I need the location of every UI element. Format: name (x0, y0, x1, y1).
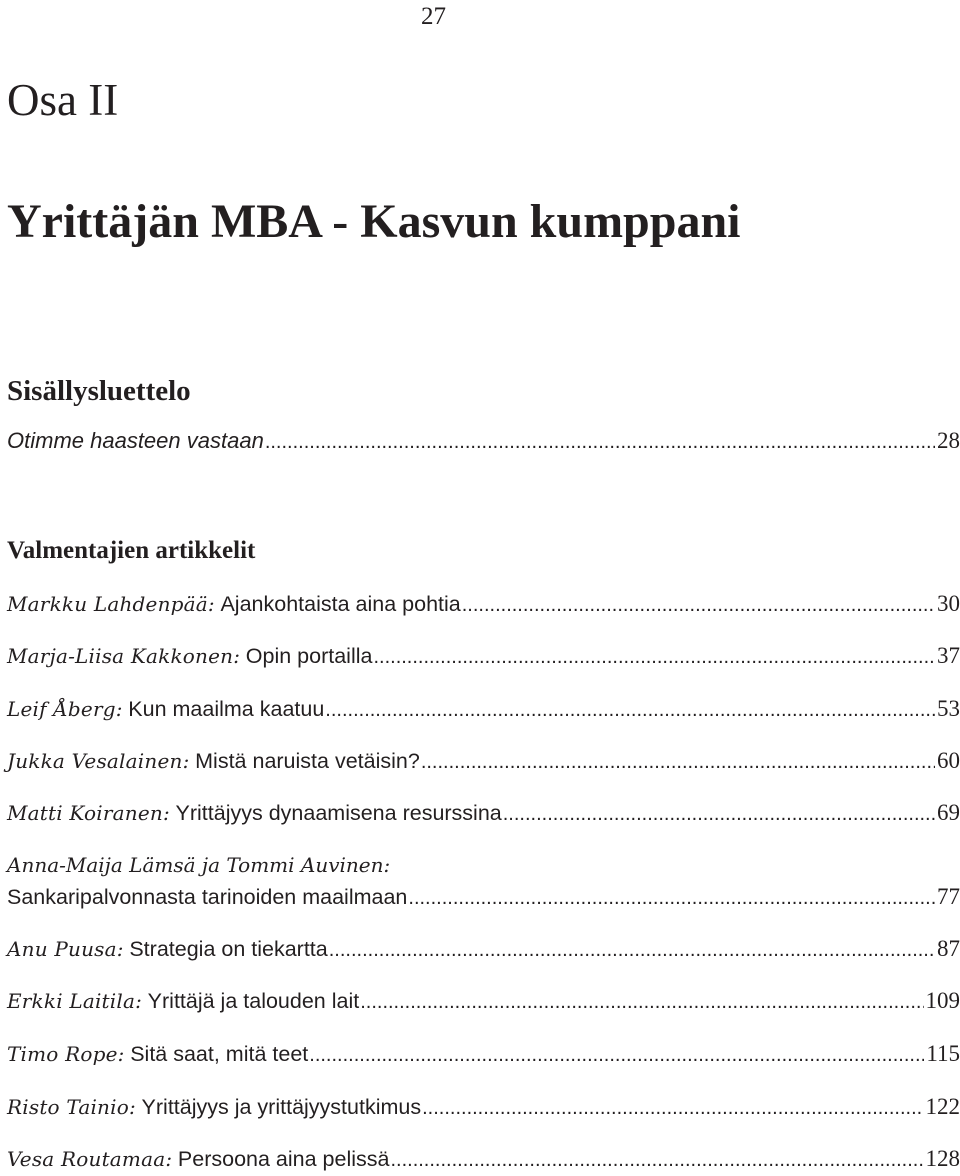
toc-entry-author: Anu Puusa: (7, 937, 124, 961)
toc-entry-title: Sitä saat, mitä teet (130, 1042, 309, 1066)
toc-heading: Sisällysluettelo (7, 375, 191, 407)
toc-leader (373, 642, 935, 672)
toc-entry-page: 115 (926, 1041, 960, 1066)
toc-entry-title: Persoona aina pelissä (177, 1147, 390, 1171)
toc-entry (7, 641, 960, 672)
toc-entry-title: Yrittäjyys ja yrittäjyystutkimus (141, 1095, 422, 1119)
toc-entry-author-line: Anna-Maija Lämsä ja Tommi Auvinen: (7, 853, 391, 877)
toc-entry-title: Sankaripalvonnasta tarinoiden maailmaan (7, 885, 408, 909)
toc-leader (422, 1093, 923, 1123)
toc-entry-page: 30 (937, 591, 960, 616)
toc-leader (421, 747, 935, 777)
section-heading: Valmentajien artikkelit (7, 537, 256, 564)
toc-entry-author: Jukka Vesalainen: (7, 749, 190, 773)
toc-entry (7, 798, 960, 829)
toc-entry-title: Opin portailla (245, 644, 373, 668)
toc-entry-author: Marja-Liisa Kakkonen: (7, 644, 241, 668)
toc-entry-page: 77 (937, 884, 960, 909)
toc-entry-author: Markku Lahdenpää: (7, 592, 215, 616)
toc-leader (390, 1145, 923, 1175)
part-label: Osa II (7, 75, 119, 125)
toc-leader (265, 427, 935, 457)
toc-entry-author: Risto Tainio: (7, 1095, 136, 1119)
toc-leader (462, 590, 935, 620)
toc-entry (7, 986, 960, 1017)
toc-entry-title: Yrittäjä ja talouden lait (147, 989, 360, 1013)
toc-entry (7, 1144, 960, 1175)
toc-entry-title: Yrittäjyys dynaamisena resurssina (175, 801, 502, 825)
toc-entry-page: 28 (937, 428, 960, 453)
toc-entry-author: Matti Koiranen: (7, 801, 170, 825)
toc-entry-page: 60 (937, 748, 960, 773)
toc-entry-page: 128 (925, 1146, 960, 1171)
toc-leader (325, 695, 935, 725)
toc-entry (7, 1039, 960, 1070)
toc-leader (503, 799, 935, 829)
toc-leader (309, 1040, 924, 1070)
toc-leader (360, 987, 923, 1017)
toc-entry-title: Kun maailma kaatuu (128, 697, 325, 721)
toc-entry (7, 882, 960, 913)
toc-entry-author: Erkki Laitila: (7, 989, 143, 1013)
book-title: Yrittäjän MBA - Kasvun kumppani (7, 195, 741, 248)
page-number: 27 (421, 3, 446, 30)
toc-leader (329, 935, 935, 965)
toc-entry-author: Vesa Routamaa: (7, 1147, 173, 1171)
toc-entry (7, 1092, 960, 1123)
toc-entry (7, 694, 960, 725)
toc-entry (7, 934, 960, 965)
toc-entry-title: Ajankohtaista aina pohtia (220, 592, 461, 616)
toc-entry-author: Leif Åberg: (7, 697, 123, 721)
toc-entry-page: 87 (937, 936, 960, 961)
toc-entry-page: 53 (937, 696, 960, 721)
toc-entry-page: 109 (925, 988, 960, 1013)
toc-entry-intro (7, 426, 960, 457)
toc-entry-author: Otimme haasteen vastaan (7, 428, 264, 453)
toc-entry-page: 69 (937, 800, 960, 825)
toc-entry (7, 589, 960, 620)
toc-entry-title: Strategia on tiekartta (129, 937, 328, 961)
toc-entry-author: Timo Rope: (7, 1042, 125, 1066)
toc-entry-title: Mistä naruista vetäisin? (195, 749, 420, 773)
toc-entry (7, 746, 960, 777)
toc-entry-page: 37 (937, 643, 960, 668)
toc-leader (408, 883, 935, 913)
toc-entry-page: 122 (925, 1094, 960, 1119)
